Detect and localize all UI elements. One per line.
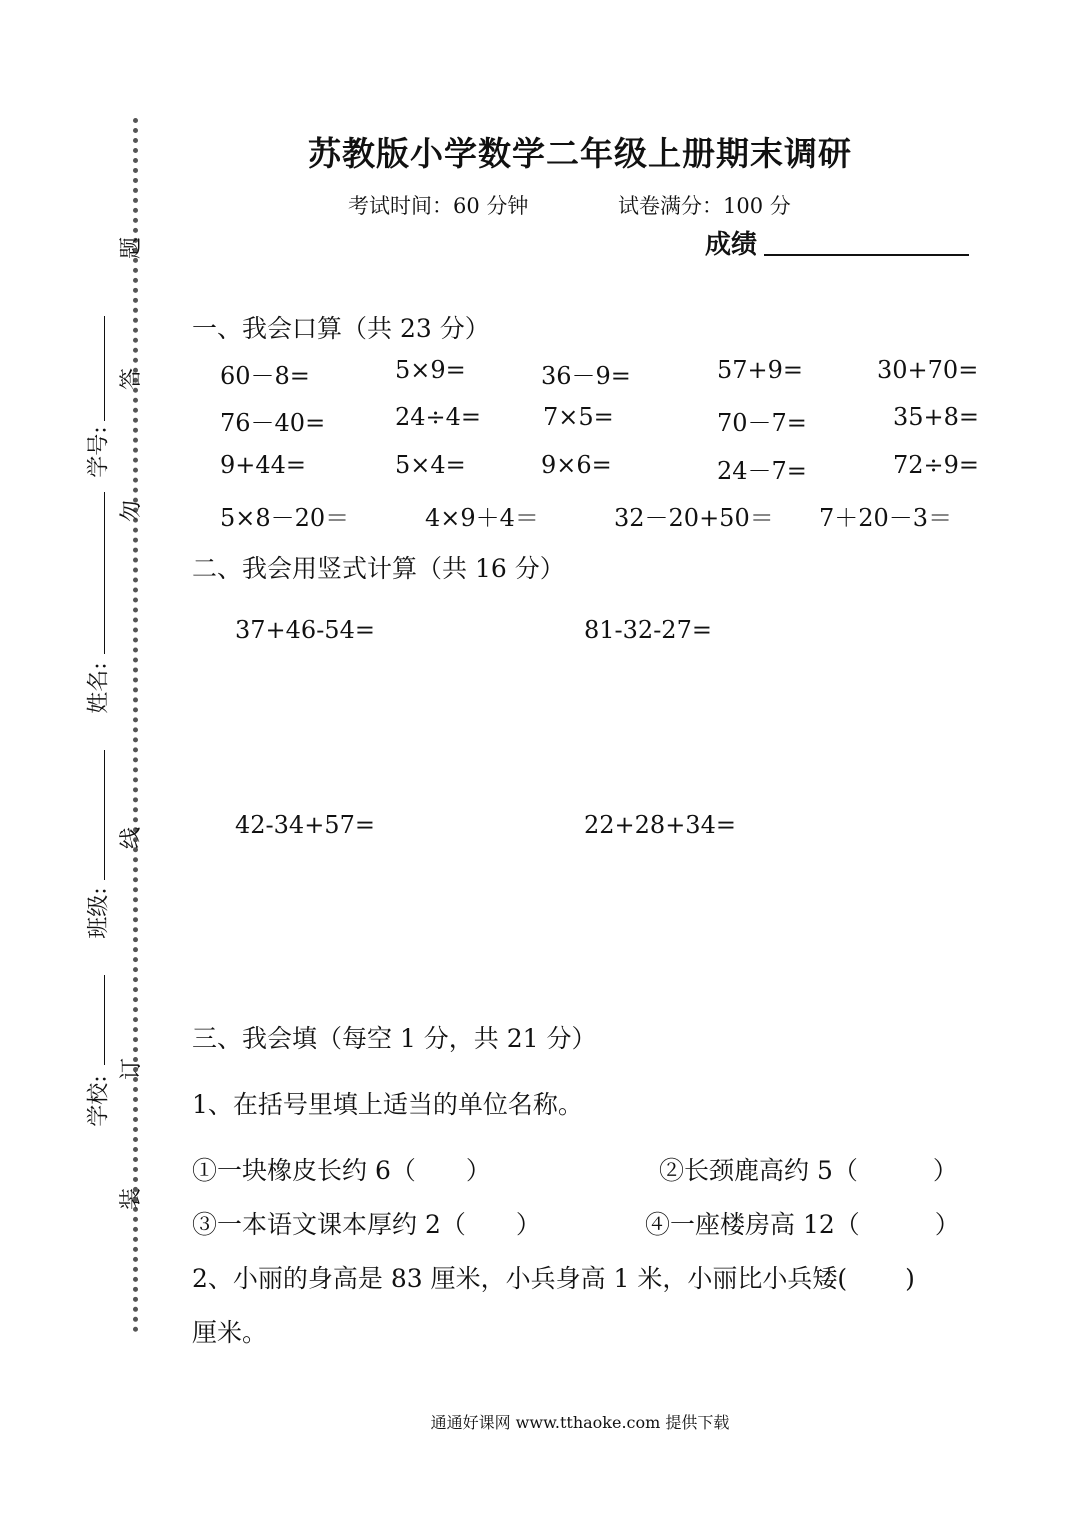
oral-item: 60－8= bbox=[220, 362, 310, 390]
student-number-label: 学号: bbox=[86, 426, 112, 478]
vertical-calc-item: 81-32-27= bbox=[584, 616, 712, 644]
oral-item: 5×9= bbox=[395, 356, 466, 384]
oral-item: 32－20+50＝ bbox=[614, 504, 774, 532]
oral-item: 72÷9= bbox=[893, 451, 980, 479]
class-blank[interactable] bbox=[104, 750, 105, 880]
fill-item: ①一块橡皮长约 6（ ） bbox=[192, 1156, 491, 1185]
oral-item: 76－40= bbox=[220, 409, 326, 437]
oral-item: 7×5= bbox=[543, 403, 614, 431]
student-name-label: 姓名: bbox=[86, 662, 112, 714]
fill-item: ③一本语文课本厚约 2（ ） bbox=[192, 1210, 541, 1239]
oral-item: 24－7= bbox=[717, 457, 807, 485]
footer-credit: 通通好课网 www.tthaoke.com 提供下载 bbox=[430, 1413, 730, 1432]
score-blank[interactable] bbox=[764, 254, 969, 256]
binding-dotted-line bbox=[133, 118, 138, 1333]
school-label: 学校: bbox=[86, 1075, 112, 1127]
oral-item: 35+8= bbox=[893, 403, 980, 431]
seal-char: 勿 bbox=[119, 500, 144, 523]
oral-item: 4×9＋4＝ bbox=[425, 504, 539, 532]
seal-char: 装 bbox=[119, 1188, 144, 1211]
section1-heading: 一、我会口算（共 23 分） bbox=[192, 314, 490, 343]
question-2: 2、小丽的身高是 83 厘米，小兵身高 1 米，小丽比小兵矮( ) bbox=[192, 1264, 915, 1293]
oral-item: 5×4= bbox=[395, 451, 466, 479]
seal-char: 题 bbox=[119, 237, 144, 260]
oral-item: 9×6= bbox=[541, 451, 612, 479]
section3-heading: 三、我会填（每空 1 分，共 21 分） bbox=[192, 1024, 597, 1053]
seal-char: 线 bbox=[119, 827, 144, 850]
question-1: 1、在括号里填上适当的单位名称。 bbox=[192, 1090, 583, 1119]
fill-item: ②长颈鹿高约 5（ ） bbox=[659, 1156, 958, 1185]
oral-item: 57+9= bbox=[717, 356, 804, 384]
vertical-calc-item: 42-34+57= bbox=[235, 811, 375, 839]
oral-item: 30+70= bbox=[877, 356, 979, 384]
page-title: 苏教版小学数学二年级上册期末调研 bbox=[308, 134, 852, 173]
fill-item: ④一座楼房高 12（ ） bbox=[645, 1210, 960, 1239]
section2-heading: 二、我会用竖式计算（共 16 分） bbox=[192, 554, 565, 583]
oral-item: 70－7= bbox=[717, 409, 807, 437]
oral-item: 36－9= bbox=[541, 362, 631, 390]
student-number-blank[interactable] bbox=[104, 316, 105, 421]
oral-item: 7＋20－3＝ bbox=[819, 504, 953, 532]
full-score: 试卷满分：100 分 bbox=[618, 194, 791, 218]
oral-item: 9+44= bbox=[220, 451, 307, 479]
student-name-blank[interactable] bbox=[104, 492, 105, 654]
seal-char: 答 bbox=[119, 368, 144, 391]
seal-char: 订 bbox=[119, 1058, 144, 1081]
vertical-calc-item: 37+46-54= bbox=[235, 616, 375, 644]
oral-item: 5×8－20＝ bbox=[220, 504, 350, 532]
class-label: 班级: bbox=[86, 887, 112, 939]
question-2-continued: 厘米。 bbox=[192, 1318, 268, 1347]
score-label: 成绩 bbox=[705, 230, 758, 260]
vertical-calc-item: 22+28+34= bbox=[584, 811, 736, 839]
exam-time: 考试时间：60 分钟 bbox=[348, 194, 529, 218]
school-blank[interactable] bbox=[104, 975, 105, 1065]
oral-item: 24÷4= bbox=[395, 403, 482, 431]
